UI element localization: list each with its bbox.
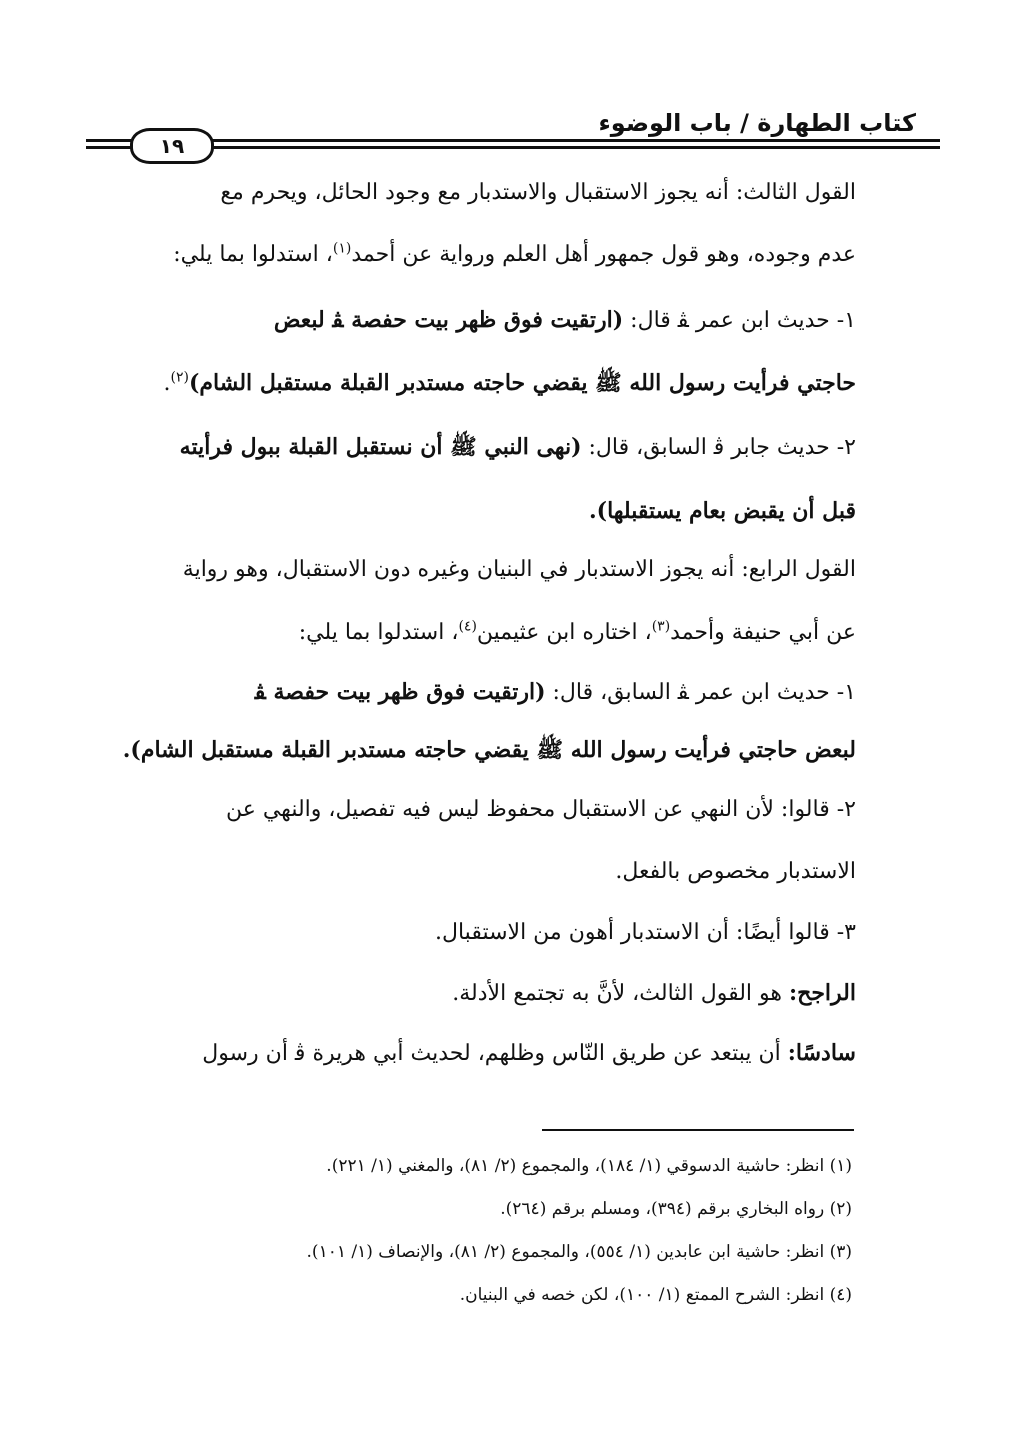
paragraph-text: عدم وجوده، وهو قول جمهور أهل العلم ورواية عن أحمد [351,242,856,267]
hadith-text: حاجتي فرأيت رسول الله ﷺ يقضي حاجته مستدبر القبلة مستقبل الشام) [188,370,856,396]
text-line [86,240,856,270]
paragraph-text: أن يبتعد عن طريق النّاس وظلهم، لحديث أبي هريرة ﭬ أن رسول [202,1041,788,1066]
page-number: ١٩ [130,128,214,164]
footnote-4: (٤) انظر: الشرح الممتع (١/ ١٠٠)، لكن خصه في البنيان. [459,1285,852,1305]
text-line [86,1038,856,1069]
paragraph-text: ٢- قالوا: لأن النهي عن الاستقبال محفوظ ليس فيه تفصيل، والنهي عن [225,797,856,822]
paragraph-text: هو القول الثالث، لأنَّ به تجتمع الأدلة. [452,981,789,1006]
header-rule [86,130,940,160]
paragraph-text: ١- حديث ابن عمر ﭭ قال: [623,308,856,333]
paragraph-text: القول الثالث: أنه يجوز الاستقبال والاستدبار مع وجود الحائل، ويحرم مع [220,180,856,205]
paragraph-text: ، اختاره ابن عثيمين [476,620,652,645]
text-line [86,918,856,948]
header-rule-line [86,146,940,149]
footnote-ref[interactable]: (٣) [651,618,671,635]
text-line [86,795,856,825]
hadith-text: (ارتقيت فوق ظهر بيت حفصة ﭭ لبعض [273,307,624,333]
text-line [86,978,856,1009]
footnote-1: (١) انظر: حاشية الدسوقي (١/ ١٨٤)، والمجموع (٢/ ٨١)، والمغني (١/ ٢٢١). [326,1156,852,1176]
hadith-text: لبعض حاجتي فرأيت رسول الله ﷺ يقضي حاجته مستدبر القبلة مستقبل الشام). [122,737,856,763]
paragraph-text: ، استدلوا بما يلي: [173,242,333,267]
paragraph-text: ٣- قالوا أيضًا: أن الاستدبار أهون من الاستقبال. [435,920,856,945]
footnote-ref[interactable]: (٢) [170,369,189,386]
text-line [86,305,856,336]
running-header-title: كتاب الطهارة / باب الوضوء [598,109,916,137]
header-rule-line [86,139,940,142]
paragraph-text: ٢- حديث جابر ﭬ السابق، قال: [581,435,856,460]
hadith-text: (ارتقيت فوق ظهر بيت حفصة ﭭ [254,679,546,705]
hadith-text: (نهى النبي ﷺ أن نستقبل القبلة ببول فرأيته [179,434,582,460]
text-line [86,178,856,208]
paragraph-text: الاستدبار مخصوص بالفعل. [615,859,856,884]
paragraph-text: القول الرابع: أنه يجوز الاستدبار في البنيان وغيره دون الاستقبال، وهو رواية [182,557,856,582]
section-label: الراجح: [789,980,856,1006]
text-line [86,368,856,399]
text-line [86,677,856,708]
paragraph-text: ١- حديث ابن عمر ﭭ السابق، قال: [545,680,856,705]
text-line [86,496,856,527]
text-line [86,618,856,648]
text-line [86,735,856,766]
paragraph-text: عن أبي حنيفة وأحمد [670,620,856,645]
paragraph-text: ، استدلوا بما يلي: [298,620,459,645]
section-label: سادسًا: [787,1040,856,1066]
footnote-ref[interactable]: (٤) [458,618,477,635]
text-line [86,432,856,463]
footnote-separator [542,1129,854,1131]
text-line [86,555,856,585]
paragraph-text: . [163,371,171,396]
footnote-ref[interactable]: (١) [332,240,352,257]
footnote-3: (٣) انظر: حاشية ابن عابدين (١/ ٥٥٤)، والمجموع (٢/ ٨١)، والإنصاف (١/ ١٠١). [306,1242,852,1262]
text-line [86,857,856,887]
footnote-2: (٢) رواه البخاري برقم (٣٩٤)، ومسلم برقم (٢٦٤). [500,1199,852,1219]
hadith-text: قبل أن يقبض بعام يستقبلها). [589,498,856,524]
